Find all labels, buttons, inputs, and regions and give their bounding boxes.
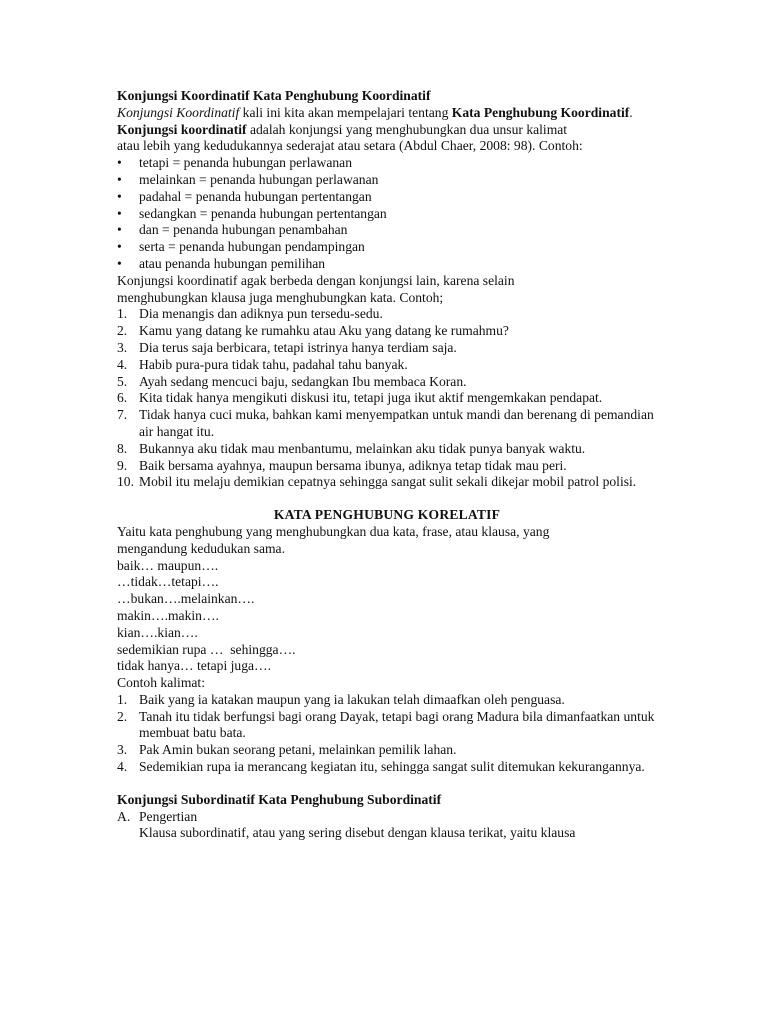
intro-bold: Kata Penghubung Koordinatif [451, 104, 630, 120]
paragraph-2: Konjungsi koordinatif agak berbeda dengan konjungsi lain, karena selain menghubungkan klausa juga menghubungkan kata. Contoh; [117, 272, 515, 305]
list-item: 6. Kita tidak hanya mengikuti diskusi itu, tetapi juga ikut aktif mengemkakan pendapat. [117, 390, 603, 406]
list-item: 3. Dia terus saja berbicara, tetapi istrinya hanya terdiam saja. [117, 339, 457, 355]
contoh-label: Contoh kalimat: [117, 675, 205, 691]
list-item: 2. Tanah itu tidak berfungsi bagi orang Dayak, tetapi bagi orang Madura bila dimanfaatkan untuk membuat batu bata. [117, 708, 655, 741]
example-list-correlative [117, 692, 657, 776]
list-item: …tidak…tetapi…. [117, 574, 219, 590]
list-item: • padahal = penanda hubungan pertentangan [117, 188, 372, 204]
list-item: 3. Pak Amin bukan seorang petani, melainkan pemilik lahan. [117, 742, 457, 758]
list-item: 8. Bukannya aku tidak mau menbantumu, melainkan aku tidak punya banyak waktu. [117, 440, 586, 456]
intro-paragraph [117, 105, 657, 122]
list-item: kian….kian…. [117, 624, 198, 640]
definition-paragraph [117, 122, 657, 156]
bullet-icon: • [117, 171, 122, 187]
subordinatif-title: Konjungsi Subordinatif Kata Penghubung Subordinatif [117, 791, 442, 807]
list-item: • atau penanda hubungan pemilihan [117, 255, 326, 271]
intro-text: kali ini kita akan mempelajari tentang [239, 104, 452, 120]
subordinatif-body: Klausa subordinatif, atau yang sering disebut dengan klausa terikat, yaitu klausa [139, 825, 576, 841]
intro-italic: Konjungsi Koordinatif [117, 104, 240, 120]
korelatif-heading: KATA PENGHUBUNG KORELATIF [273, 507, 501, 523]
list-item: 4. Sedemikian rupa ia merancang kegiatan itu, sehingga sangat sulit ditemukan kekurangannya. [117, 759, 645, 775]
list-item: • sedangkan = penanda hubungan pertentangan [117, 205, 387, 221]
list-item: • tetapi = penanda hubungan perlawanan [117, 155, 352, 171]
list-item: 10. Mobil itu melaju demikian cepatnya sehingga sangat sulit sekali dikejar mobil patrol polisi. [117, 474, 637, 490]
list-item: A. Pengertian [117, 808, 198, 824]
bullet-icon: • [117, 239, 122, 255]
bullet-icon: • [117, 188, 122, 204]
bullet-icon: • [117, 255, 122, 271]
definition-text-1: adalah konjungsi yang menghubungkan dua unsur kalimat [246, 121, 568, 137]
list-item: • dan = penanda hubungan penambahan [117, 222, 348, 238]
list-item: 7. Tidak hanya cuci muka, bahkan kami menyempatkan untuk mandi dan berenang di pemandian air hangat itu. [117, 407, 654, 439]
list-item: tidak hanya… tetapi juga…. [117, 658, 272, 674]
list-item: baik… maupun…. [117, 557, 219, 573]
conjunction-bullet-list [117, 155, 657, 273]
list-item: makin….makin…. [117, 607, 219, 623]
list-item: 1. Dia menangis dan adiknya pun tersedu-sedu. [117, 306, 383, 322]
bullet-icon: • [117, 222, 122, 238]
list-item: 1. Baik yang ia katakan maupun yang ia lakukan telah dimaafkan oleh penguasa. [117, 691, 565, 707]
intro-end: . [629, 104, 633, 120]
bullet-icon: • [117, 155, 122, 171]
definition-text-2: atau lebih yang kedudukannya sederajat atau setara (Abdul Chaer, 2008: 98). Contoh: [117, 138, 583, 154]
bullet-icon: • [117, 205, 122, 221]
korelatif-definition: Yaitu kata penghubung yang menghubungkan dua kata, frase, atau klausa, yang mengandung kedudukan sama. [117, 523, 550, 556]
page-title: Konjungsi Koordinatif Kata Penghubung Koordinatif [117, 88, 431, 103]
list-item: • serta = penanda hubungan pendampingan [117, 239, 365, 255]
list-item: 9. Baik bersama ayahnya, maupun bersama ibunya, adiknya tetap tidak mau peri. [117, 457, 567, 473]
list-item: sedemikian rupa … sehingga…. [117, 641, 296, 657]
correlative-pairs [117, 558, 657, 676]
definition-bold: Konjungsi koordinatif [117, 121, 247, 137]
list-item: …bukan….melainkan…. [117, 591, 255, 607]
list-item: • melainkan = penanda hubungan perlawanan [117, 171, 379, 187]
document-body [117, 88, 657, 842]
list-item: 5. Ayah sedang mencuci baju, sedangkan Ibu membaca Koran. [117, 373, 467, 389]
list-item: 2. Kamu yang datang ke rumahku atau Aku yang datang ke rumahmu? [117, 323, 509, 339]
example-list-coordinative [117, 306, 657, 491]
list-item: 4. Habib pura-pura tidak tahu, padahal tahu banyak. [117, 356, 408, 372]
subordinatif-outline [117, 809, 657, 826]
